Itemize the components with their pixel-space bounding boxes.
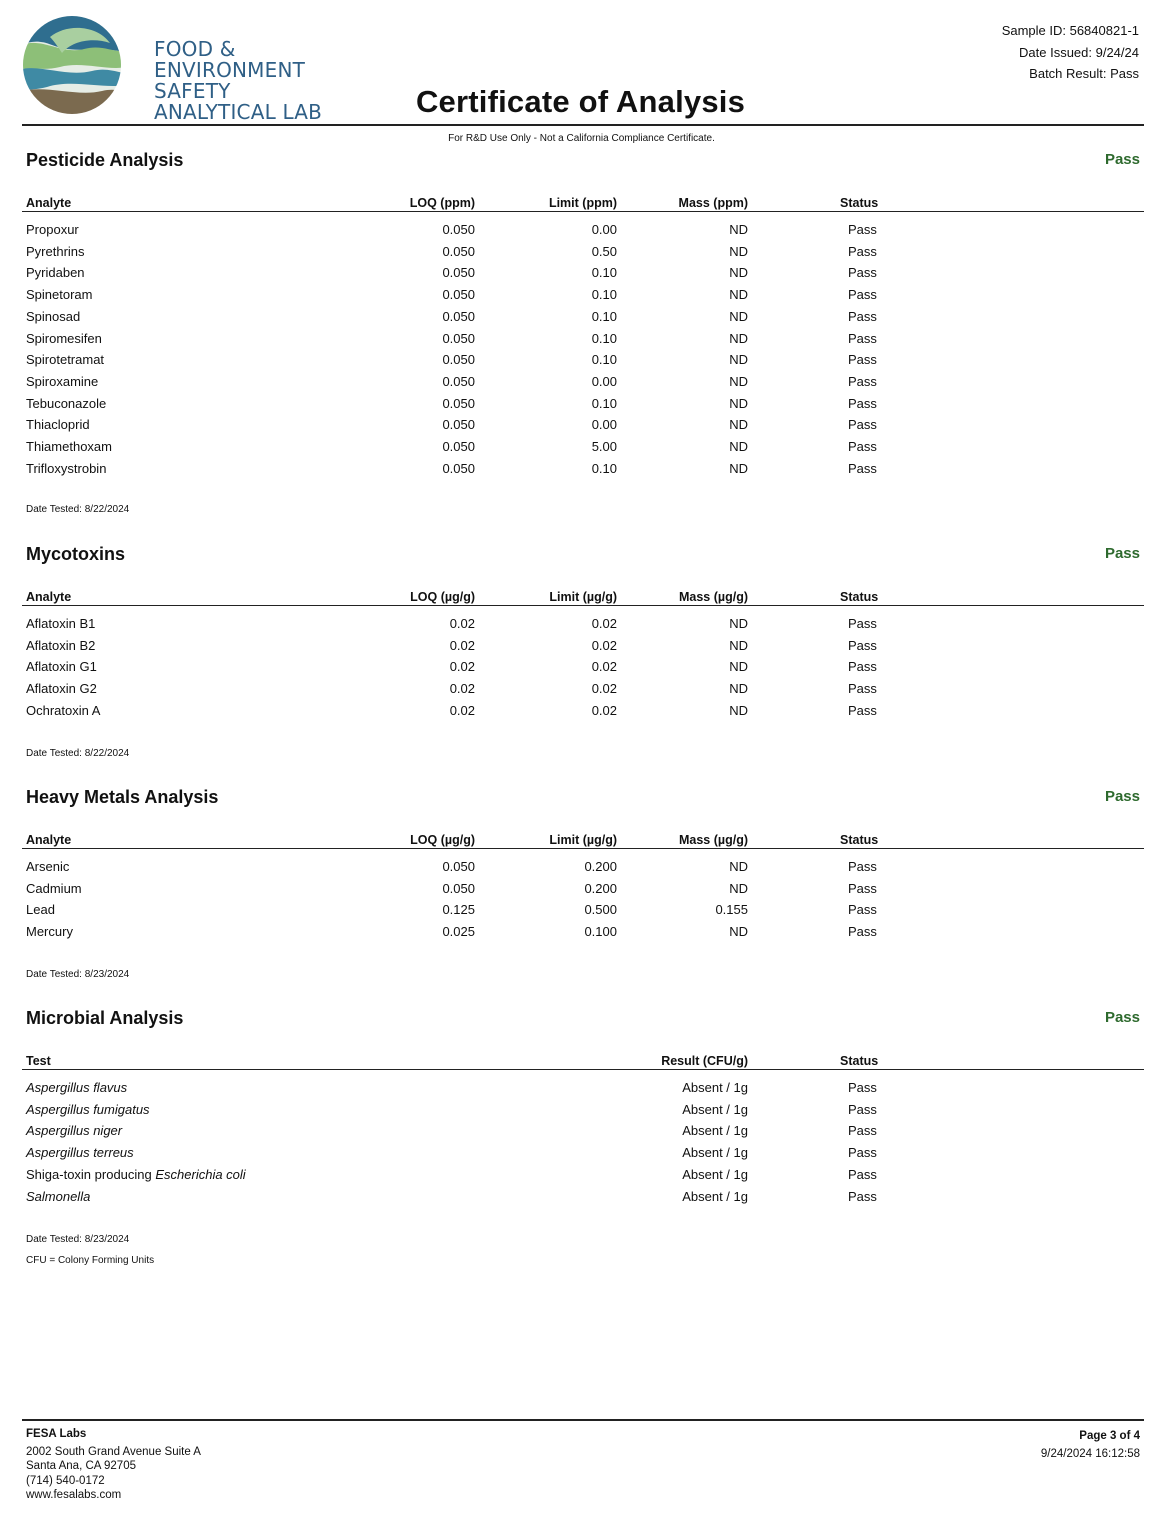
col-status: Status [840, 833, 879, 847]
col-loq: LOQ (ppm) [409, 196, 475, 210]
loq-value: 0.02 [449, 659, 475, 675]
mass-value: ND [729, 659, 748, 675]
mass-value: ND [729, 352, 748, 368]
logo-line: ENVIRONMENT [154, 58, 306, 82]
test-name [26, 1167, 246, 1182]
section-title: Heavy Metals Analysis [26, 787, 219, 807]
analyte-name: Spinosad [26, 308, 81, 324]
loq-value: 0.050 [442, 308, 475, 324]
col-test: Test [26, 1054, 51, 1068]
mass-value: ND [729, 373, 748, 389]
status-value: Pass [848, 308, 877, 324]
loq-value: 0.050 [442, 439, 475, 454]
table-row [22, 616, 1144, 638]
table-row [22, 1102, 1144, 1124]
table-row [22, 244, 1144, 266]
col-result: Result (CFU/g) [661, 1054, 748, 1068]
analyte-name: Lead [26, 902, 55, 918]
col-mass: Mass (µg/g) [678, 590, 748, 604]
organism-name: Escherichia coli [155, 1166, 246, 1182]
table-row [22, 265, 1144, 287]
result-value: Absent / 1g [682, 1101, 748, 1117]
status-value: Pass [848, 902, 877, 918]
date-tested: Date Tested: 8/22/2024 [26, 504, 130, 515]
table-row [22, 287, 1144, 309]
mass-value: ND [729, 616, 748, 631]
heavy-metals-section [22, 787, 1144, 987]
limit-value: 0.200 [584, 859, 617, 874]
mass-value: ND [729, 330, 748, 346]
loq-value: 0.025 [442, 924, 475, 940]
status-value: Pass [848, 222, 877, 237]
mass-value: ND [729, 222, 748, 237]
phone: (714) 540-0172 [26, 1474, 105, 1487]
section-title: Microbial Analysis [26, 1008, 184, 1028]
analyte-name: Pyrethrins [26, 243, 85, 259]
limit-value: 0.10 [591, 395, 617, 411]
analyte-name: Aflatoxin G2 [26, 681, 97, 697]
loq-value: 0.050 [442, 373, 475, 389]
compliance-notice: For R&D Use Only - Not a California Compliance Certificate. [448, 133, 715, 144]
test-name [26, 1123, 122, 1138]
col-status: Status [840, 196, 879, 210]
status-value: Pass [848, 373, 877, 389]
status-value: Pass [848, 1145, 877, 1161]
pesticide-section [22, 150, 1144, 520]
col-limit: Limit (µg/g) [549, 590, 617, 604]
logo-line: SAFETY [154, 79, 231, 103]
status-value: Pass [848, 352, 877, 368]
page-title [0, 84, 1169, 120]
limit-value: 0.10 [591, 308, 617, 324]
limit-value: 0.100 [584, 924, 617, 940]
limit-value: 0.50 [591, 243, 617, 259]
header-divider [22, 124, 1144, 126]
col-mass: Mass (ppm) [678, 196, 748, 210]
table-row [22, 638, 1144, 660]
test-name [26, 1189, 90, 1204]
loq-value: 0.02 [449, 702, 475, 718]
status-value: Pass [848, 1123, 877, 1139]
date-tested: Date Tested: 8/23/2024 [26, 969, 130, 980]
table-row [22, 1189, 1144, 1211]
loq-value: 0.02 [449, 637, 475, 653]
mass-value: 0.155 [715, 902, 748, 918]
mass-value: ND [729, 880, 748, 896]
limit-value: 0.02 [591, 637, 617, 653]
table-row [22, 352, 1144, 374]
table-row [22, 902, 1144, 924]
mass-value: ND [729, 460, 748, 476]
page-number: Page 3 of 4 [1079, 1430, 1140, 1442]
table-row [22, 1167, 1144, 1189]
limit-value: 5.00 [591, 439, 617, 454]
limit-value: 0.00 [591, 373, 617, 389]
mass-value: ND [729, 859, 748, 874]
col-limit: Limit (ppm) [548, 196, 617, 210]
loq-value: 0.050 [442, 395, 475, 411]
table-row [22, 417, 1144, 439]
table-row [22, 1123, 1144, 1145]
status-value: Pass [848, 330, 877, 346]
loq-value: 0.050 [442, 417, 475, 433]
certificate-meta [1002, 20, 1139, 85]
test-name-prefix: Shiga-toxin producing [26, 1166, 156, 1182]
section-title: Mycotoxins [26, 544, 126, 564]
status-value: Pass [848, 702, 877, 718]
status-value: Pass [848, 1188, 877, 1204]
mass-value: ND [729, 439, 748, 454]
table-row [22, 1145, 1144, 1167]
limit-value: 0.00 [591, 222, 617, 237]
sample-id: Sample ID: 56840821-1 [1001, 23, 1139, 38]
loq-value: 0.050 [442, 880, 475, 896]
mass-value: ND [729, 287, 748, 303]
status-value: Pass [848, 616, 877, 631]
footer-address [26, 1427, 201, 1503]
mycotoxins-section [22, 544, 1144, 764]
analyte-name: Spirotetramat [26, 352, 105, 368]
status-value: Pass [848, 417, 877, 433]
limit-value: 0.500 [584, 902, 617, 918]
date-tested: Date Tested: 8/23/2024 [26, 1234, 130, 1245]
mass-value: ND [729, 637, 748, 653]
analyte-name: Thiamethoxam [26, 439, 112, 454]
table-row [22, 396, 1144, 418]
print-timestamp: 9/24/2024 16:12:58 [1040, 1448, 1140, 1460]
loq-value: 0.125 [442, 902, 475, 918]
company-name: FESA Labs [26, 1428, 87, 1440]
col-analyte: Analyte [26, 833, 72, 847]
section-result: Pass [1104, 545, 1140, 562]
limit-value: 0.200 [584, 880, 617, 896]
col-limit: Limit (µg/g) [549, 833, 617, 847]
status-value: Pass [848, 637, 877, 653]
loq-value: 0.02 [449, 681, 475, 697]
section-title: Pesticide Analysis [26, 150, 184, 170]
status-value: Pass [848, 395, 877, 411]
table-row [22, 1080, 1144, 1102]
limit-value: 0.02 [591, 681, 617, 697]
col-loq: LOQ (µg/g) [410, 833, 475, 847]
loq-value: 0.050 [442, 352, 475, 368]
limit-value: 0.10 [591, 287, 617, 303]
microbial-section [22, 1008, 1144, 1273]
organism-name: Aspergillus flavus [26, 1080, 128, 1095]
status-value: Pass [848, 265, 877, 281]
logo-line: ANALYTICAL LAB [154, 100, 323, 124]
mass-value: ND [729, 417, 748, 433]
analyte-name: Aflatoxin B1 [26, 616, 96, 631]
analyte-name: Trifloxystrobin [26, 460, 107, 476]
status-value: Pass [848, 1080, 877, 1095]
table-row [22, 331, 1144, 353]
status-value: Pass [848, 287, 877, 303]
result-value: Absent / 1g [682, 1166, 748, 1182]
analyte-name: Tebuconazole [26, 395, 107, 411]
loq-value: 0.050 [442, 243, 475, 259]
section-result: Pass [1104, 788, 1140, 805]
analyte-name: Ochratoxin A [26, 702, 101, 718]
status-value: Pass [848, 859, 877, 874]
test-name [26, 1080, 127, 1095]
mass-value: ND [729, 308, 748, 324]
mass-value: ND [729, 924, 748, 940]
date-issued: Date Issued: 9/24/24 [1019, 44, 1139, 60]
table-header [22, 590, 1144, 606]
col-status: Status [840, 1054, 879, 1068]
table-header [22, 196, 1144, 212]
loq-value: 0.050 [442, 460, 475, 476]
analyte-name: Aflatoxin B2 [26, 637, 96, 653]
analyte-name: Mercury [26, 924, 73, 940]
limit-value: 0.10 [591, 352, 617, 368]
page-title-text: Certificate of Analysis [415, 84, 746, 119]
col-status: Status [840, 590, 879, 604]
organism-name: Aspergillus terreus [26, 1145, 134, 1161]
status-value: Pass [848, 243, 877, 259]
table-row [22, 374, 1144, 396]
col-loq: LOQ (µg/g) [410, 590, 475, 604]
result-value: Absent / 1g [682, 1080, 748, 1095]
analyte-name: Thiacloprid [26, 417, 90, 433]
limit-value: 0.10 [591, 460, 617, 476]
footer-divider [22, 1419, 1144, 1421]
status-value: Pass [848, 659, 877, 675]
logo-line: FOOD & [154, 37, 236, 61]
section-result: Pass [1104, 151, 1140, 168]
loq-value: 0.050 [442, 859, 475, 874]
mass-value: ND [729, 395, 748, 411]
status-value: Pass [848, 880, 877, 896]
table-row [22, 681, 1144, 703]
mass-value: ND [729, 702, 748, 718]
analyte-name: Spiromesifen [26, 330, 102, 346]
loq-value: 0.050 [442, 222, 475, 237]
status-value: Pass [848, 439, 877, 454]
status-value: Pass [848, 681, 877, 697]
cfu-footnote: CFU = Colony Forming Units [26, 1255, 155, 1266]
analyte-name: Spiroxamine [26, 373, 99, 389]
table-row [22, 309, 1144, 331]
analyte-name: Spinetoram [26, 287, 93, 303]
table-row [22, 439, 1144, 461]
limit-value: 0.10 [591, 265, 617, 281]
status-value: Pass [848, 924, 877, 940]
loq-value: 0.050 [442, 287, 475, 303]
result-value: Absent / 1g [682, 1123, 748, 1139]
table-row [22, 703, 1144, 725]
organism-name: Salmonella [26, 1188, 91, 1204]
limit-value: 0.00 [591, 417, 617, 433]
section-result: Pass [1104, 1009, 1140, 1026]
status-value: Pass [848, 1166, 877, 1182]
col-analyte: Analyte [26, 590, 72, 604]
analyte-name: Aflatoxin G1 [26, 659, 97, 675]
footer-page-info [1041, 1427, 1140, 1463]
organism-name: Aspergillus niger [26, 1123, 123, 1139]
status-value: Pass [848, 1101, 877, 1117]
limit-value: 0.10 [591, 330, 617, 346]
mass-value: ND [729, 265, 748, 281]
loq-value: 0.050 [442, 265, 475, 281]
loq-value: 0.050 [442, 330, 475, 346]
result-value: Absent / 1g [682, 1145, 748, 1161]
limit-value: 0.02 [591, 659, 617, 675]
col-mass: Mass (µg/g) [678, 833, 748, 847]
organism-name: Aspergillus fumigatus [26, 1101, 150, 1117]
status-value: Pass [848, 460, 877, 476]
table-header [22, 833, 1144, 849]
analyte-name: Propoxur [26, 222, 79, 237]
table-header [22, 1054, 1144, 1070]
test-name [26, 1145, 134, 1160]
limit-value: 0.02 [591, 702, 617, 718]
website-link[interactable]: www.fesalabs.com [26, 1489, 122, 1501]
analyte-name: Cadmium [26, 880, 82, 896]
date-tested: Date Tested: 8/22/2024 [26, 748, 130, 759]
table-row [22, 659, 1144, 681]
table-row [22, 461, 1144, 483]
test-name [26, 1102, 150, 1117]
limit-value: 0.02 [591, 616, 617, 631]
table-row [22, 859, 1144, 881]
address-line: Santa Ana, CA 92705 [26, 1460, 136, 1472]
col-analyte: Analyte [26, 196, 72, 210]
analyte-name: Pyridaben [26, 265, 85, 281]
analyte-name: Arsenic [26, 859, 70, 874]
batch-result: Batch Result: Pass [1029, 66, 1139, 81]
table-row [22, 881, 1144, 903]
table-row [22, 924, 1144, 946]
table-row [22, 222, 1144, 244]
mass-value: ND [729, 681, 748, 697]
address-line: 2002 South Grand Avenue Suite A [26, 1445, 201, 1458]
mass-value: ND [729, 243, 748, 259]
loq-value: 0.02 [449, 616, 475, 631]
result-value: Absent / 1g [682, 1188, 748, 1204]
